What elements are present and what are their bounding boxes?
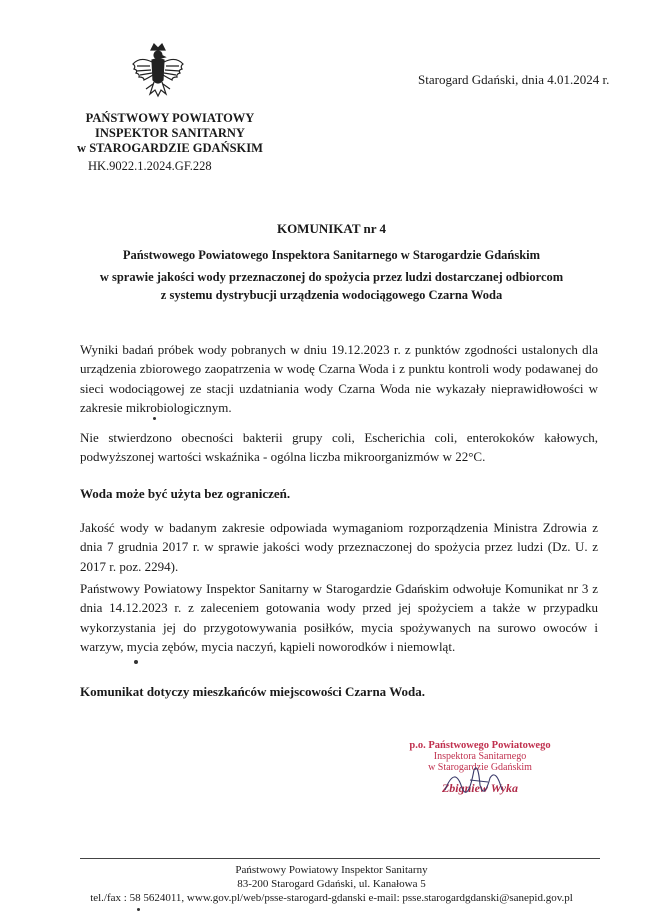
authority-line-1: PAŃSTWOWY POWIATOWY — [85, 111, 255, 125]
footer-divider — [80, 858, 600, 859]
paragraph-results: Wyniki badań próbek wody pobranych w dniu 19.12.2023 r. z punktów zgodności ustalonych dla urządzenia zbiorowego zaopatrzenia w wodę Czarna Woda i z punktu kontroli wody podawanej do sieci wodociągowej ze stacji uzdatniania wody Czarna Woda nie wykazały nieprawidłowości w zakresie mikrobiologicznym. — [80, 342, 598, 416]
paragraph-regulation: Jakość wody w badanym zakresie odpowiada wymaganiom rozporządzenia Ministra Zdrowia z dnia 7 grudnia 2017 r. w sprawie jakości wody przeznaczonej do spożycia przez ludzi (Dz. U. z 2017 r. poz. 2294). — [80, 520, 598, 574]
case-number: HK.9022.1.2024.GF.228 — [88, 159, 212, 173]
signature-scribble — [440, 760, 510, 805]
stamp-line-3: w Starogardzie Gdańskim — [428, 762, 532, 773]
stamp-line-2: Inspektora Sanitarnego — [433, 751, 527, 762]
paragraph-revocation: Państwowy Powiatowy Inspektor Sanitarny w Starogardzie Gdańskim odwołuje Komunikat nr 3 z dnia 14.12.2023 r. z zaleceniem gotowania wody przed jej spożyciem a także w przypadku wykorzystania jej do przygotowywania posiłków, mycia spożywanych na surowo owoców i warzyw, mycia zębów, mycia naczyń, kąpieli noworodków i niemowląt. — [80, 581, 598, 655]
footer-contact: tel./fax : 58 5624011, www.gov.pl/web/psse-starogard-gdanski e-mail: psse.starogardgdanski@sanepid.gov.pl — [90, 892, 573, 904]
bullet-dot — [134, 660, 138, 664]
paragraph-bacteria: Nie stwierdzono obecności bakterii grupy coli, Escherichia coli, enterokoków kałowych, podwyższonej wartości wskaźnika - ogólna liczba mikroorganizmów w 22°C. — [80, 430, 598, 465]
stamp-signer-name: Zbigniew Wyka — [441, 781, 519, 795]
subtitle-subject-1: w sprawie jakości wody przeznaczonej do spożycia przez ludzi dostarczanej odbiorcom — [99, 270, 564, 284]
subtitle-subject-2: z systemu dystrybucji urządzenia wodociągowego Czarna Woda — [160, 288, 503, 302]
authority-line-2: INSPEKTOR SANITARNY — [95, 126, 245, 140]
speck-footer — [137, 908, 140, 911]
speck — [153, 417, 156, 420]
footer-institution: Państwowy Powiatowy Inspektor Sanitarny — [235, 864, 428, 876]
stamp-line-1: p.o. Państwowego Powiatowego — [409, 740, 551, 751]
subtitle-issuer: Państwowego Powiatowego Inspektora Sanitarnego w Starogardzie Gdańskim — [122, 248, 541, 262]
authority-line-3: w STAROGARDZIE GDAŃSKIM — [77, 141, 263, 155]
eagle-emblem-icon — [130, 42, 186, 104]
paragraph-usable: Woda może być użyta bez ograniczeń. — [80, 486, 291, 501]
paragraph-residents: Komunikat dotyczy mieszkańców miejscowości Czarna Woda. — [80, 684, 425, 699]
footer-address: 83-200 Starogard Gdański, ul. Kanałowa 5 — [237, 878, 426, 890]
place-date: Starogard Gdański, dnia 4.01.2024 r. — [418, 72, 610, 87]
document-title: KOMUNIKAT nr 4 — [276, 221, 387, 236]
authority-name — [60, 111, 280, 156]
